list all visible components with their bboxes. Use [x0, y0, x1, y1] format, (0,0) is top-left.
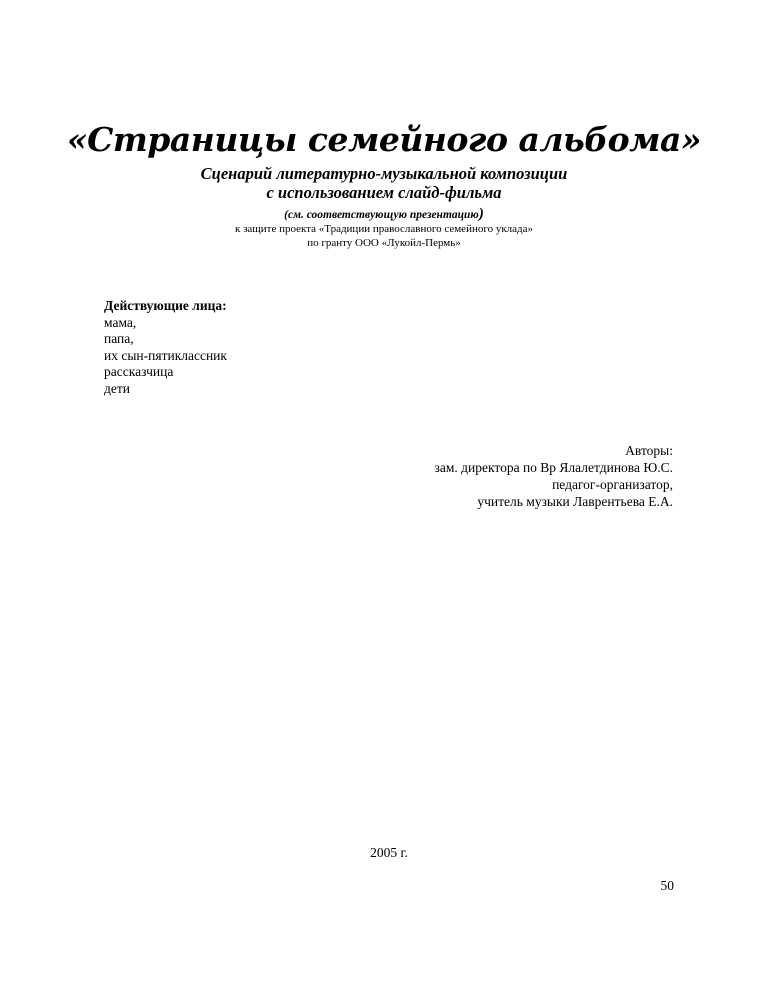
presentation-note-paren: )	[478, 206, 484, 222]
cast-list	[104, 298, 227, 397]
author-line-1: зам. директора по Вр Ялалетдинова Ю.С.	[434, 460, 673, 475]
authors-block	[435, 442, 673, 510]
author-line-3: учитель музыки Лаврентьева Е.А.	[477, 494, 673, 509]
cast-heading: Действующие лица:	[104, 298, 227, 313]
cast-item-father: папа,	[104, 331, 134, 346]
presentation-note	[0, 206, 768, 223]
author-line-2: педагог-организатор,	[552, 477, 673, 492]
subtitle-line-1: Сценарий литературно-музыкальной композиции	[200, 164, 568, 183]
cast-item-mother: мама,	[104, 314, 137, 330]
page-number: 50	[660, 878, 674, 893]
cast-item-narrator: рассказчица	[104, 364, 174, 379]
project-line-1: к защите проекта «Традиции православного семейного уклада»	[234, 223, 534, 235]
project-line-2: по гранту ООО «Лукойл-Пермь»	[307, 237, 461, 249]
presentation-note-text: (см. соответствующую презентацию	[284, 209, 479, 221]
cast-item-children: дети	[104, 380, 130, 396]
subtitle-line-2: с использованием слайд-фильма	[266, 183, 502, 202]
document-title: «Страницы семейного альбома»	[67, 120, 701, 159]
document-year: 2005 г.	[370, 845, 408, 860]
authors-heading: Авторы:	[625, 443, 673, 458]
cast-item-son: их сын-пятиклассник	[104, 347, 227, 363]
